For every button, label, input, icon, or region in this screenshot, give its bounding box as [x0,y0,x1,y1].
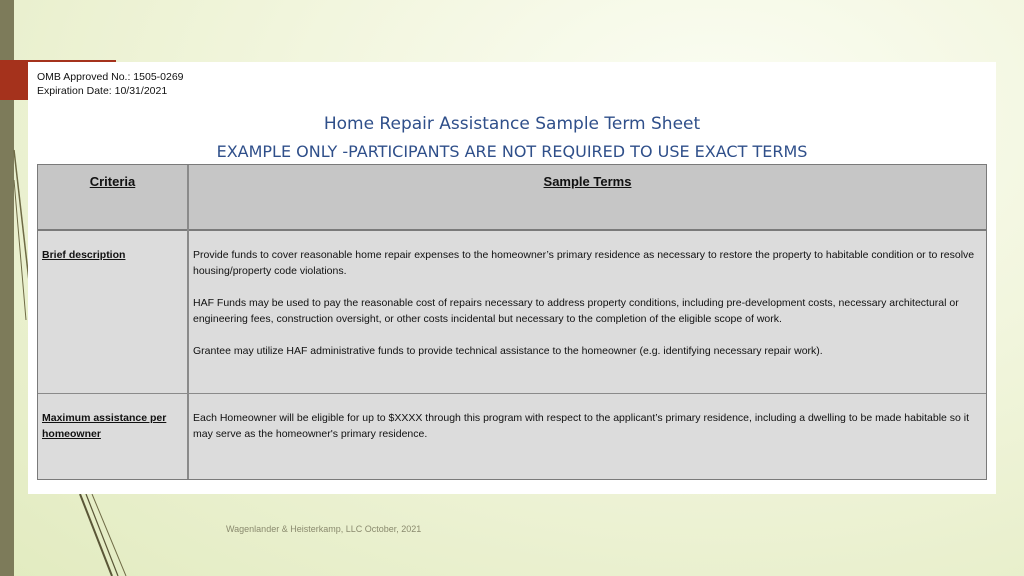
omb-expiration-date: Expiration Date: 10/31/2021 [37,85,168,97]
row-paragraph: Each Homeowner will be eligible for up to $XXXX through this program with respect to the applicant’s primary residence, including a dwelling to be made habitable so it may serve as the homeowner's primary residence. [193,412,970,440]
table-header-row [38,165,986,231]
table-row [38,231,986,394]
header-criteria: Criteria [89,174,136,189]
omb-approval-number: OMB Approved No.: 1505-0269 [37,71,184,83]
term-sheet-document [28,62,996,494]
row-label-maximum-assistance: Maximum assistance per homeowner [42,412,167,440]
terms-table [37,164,987,480]
row-content-brief-description [193,247,977,375]
omb-info [37,70,184,98]
row-content-maximum-assistance [193,410,977,458]
header-sample-terms: Sample Terms [543,174,632,189]
row-paragraph: Provide funds to cover reasonable home repair expenses to the homeowner’s primary residence as necessary to restore the property to habitable condition or to resolve housing/property code violations. [193,249,975,277]
row-paragraph: Grantee may utilize HAF administrative funds to provide technical assistance to the homeowner (e.g. identifying necessary repair work). [193,345,823,357]
document-title: Home Repair Assistance Sample Term Sheet [323,114,701,134]
table-row [38,394,986,479]
footer-text: Wagenlander & Heisterkamp, LLC October, 2021 [226,524,422,534]
column-divider [187,165,189,479]
document-subtitle: EXAMPLE ONLY -PARTICIPANTS ARE NOT REQUIRED TO USE EXACT TERMS [216,142,808,161]
row-label-brief-description: Brief description [42,249,126,261]
row-paragraph: HAF Funds may be used to pay the reasonable cost of repairs necessary to address property conditions, including pre-development costs, necessary architectural or engineering fees, construction oversight, or other costs incidental but necessary to the completion of the eligible scope of work. [193,297,959,325]
